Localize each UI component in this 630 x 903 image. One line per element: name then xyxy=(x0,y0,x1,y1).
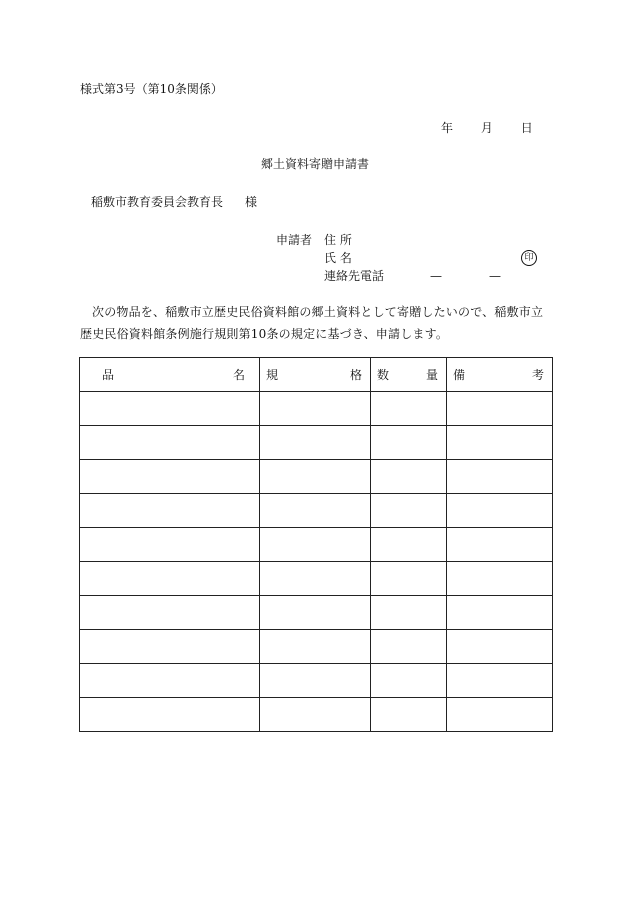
remarks-cell[interactable] xyxy=(447,460,553,494)
address-label xyxy=(324,231,386,249)
remarks-cell[interactable] xyxy=(447,596,553,630)
col-header-spec: 規 格 xyxy=(260,358,371,392)
request-statement: 次の物品を、稲敷市立歴史民俗資料館の郷土資料として寄贈したいので、稲敷市立歴史民俗資料館条例施行規則第10条の規定に基づき、申請します。 xyxy=(80,305,544,341)
name-char-1: 氏 xyxy=(324,251,337,265)
addressee-honorific: 様 xyxy=(245,195,258,209)
quantity-cell[interactable] xyxy=(371,664,447,698)
date-day: 日 xyxy=(520,121,533,135)
quantity-cell[interactable] xyxy=(371,528,447,562)
table-header-row xyxy=(80,358,553,392)
table-row xyxy=(80,664,553,698)
name-char-2: 名 xyxy=(339,251,352,265)
table-row xyxy=(80,630,553,664)
item-name-cell[interactable] xyxy=(80,596,260,630)
date-year: 年 xyxy=(441,121,454,135)
spec-cell[interactable] xyxy=(260,698,371,732)
applicant-name-row xyxy=(276,249,534,267)
item-name-cell[interactable] xyxy=(80,528,260,562)
applicant-block xyxy=(276,231,534,285)
quantity-cell[interactable] xyxy=(371,596,447,630)
spec-cell[interactable] xyxy=(260,562,371,596)
item-name-cell[interactable] xyxy=(80,460,260,494)
table-row xyxy=(80,392,553,426)
quantity-cell[interactable] xyxy=(371,392,447,426)
form-number: 様式第3号（第10条関係） xyxy=(80,82,223,96)
date-month: 月 xyxy=(480,121,493,135)
seal-mark: 印 xyxy=(521,250,537,266)
quantity-cell[interactable] xyxy=(371,630,447,664)
quantity-cell[interactable] xyxy=(371,494,447,528)
spec-cell[interactable] xyxy=(260,596,371,630)
item-name-cell[interactable] xyxy=(80,392,260,426)
item-name-cell[interactable] xyxy=(80,630,260,664)
remarks-cell[interactable] xyxy=(447,494,553,528)
remarks-cell[interactable] xyxy=(447,562,553,596)
item-name-cell[interactable] xyxy=(80,426,260,460)
remarks-cell[interactable] xyxy=(447,528,553,562)
spec-cell[interactable] xyxy=(260,664,371,698)
remarks-cell[interactable] xyxy=(447,392,553,426)
table-row xyxy=(80,698,553,732)
remarks-cell[interactable] xyxy=(447,698,553,732)
date-line xyxy=(441,119,533,136)
quantity-cell[interactable] xyxy=(371,426,447,460)
addressee-name: 稲敷市教育委員会教育長 xyxy=(91,195,224,209)
item-name-cell[interactable] xyxy=(80,562,260,596)
spec-cell[interactable] xyxy=(260,460,371,494)
item-name-cell[interactable] xyxy=(80,664,260,698)
addressee xyxy=(91,193,257,210)
phone-dash-2: — xyxy=(489,269,502,283)
spec-cell[interactable] xyxy=(260,392,371,426)
col-header-remarks: 備 考 xyxy=(447,358,553,392)
address-char-2: 所 xyxy=(339,233,352,247)
document-title: 郷土資料寄贈申請書 xyxy=(260,157,369,171)
table-row xyxy=(80,494,553,528)
applicant-label: 申請者 xyxy=(276,233,313,247)
remarks-cell[interactable] xyxy=(447,426,553,460)
table-row xyxy=(80,528,553,562)
table-row xyxy=(80,460,553,494)
applicant-phone-row xyxy=(276,267,501,285)
spec-cell[interactable] xyxy=(260,426,371,460)
remarks-cell[interactable] xyxy=(447,630,553,664)
quantity-cell[interactable] xyxy=(371,562,447,596)
quantity-cell[interactable] xyxy=(371,460,447,494)
donation-items-table xyxy=(79,357,553,732)
item-name-cell[interactable] xyxy=(80,494,260,528)
table-row xyxy=(80,596,553,630)
quantity-cell[interactable] xyxy=(371,698,447,732)
remarks-cell[interactable] xyxy=(447,664,553,698)
spec-cell[interactable] xyxy=(260,630,371,664)
name-label xyxy=(324,249,386,267)
phone-dash-1: — xyxy=(430,269,443,283)
applicant-address-row xyxy=(276,231,501,249)
phone-label: 連絡先電話 xyxy=(324,269,385,283)
spec-cell[interactable] xyxy=(260,494,371,528)
spec-cell[interactable] xyxy=(260,528,371,562)
col-header-item-name: 品 名 xyxy=(80,358,260,392)
item-name-cell[interactable] xyxy=(80,698,260,732)
table-row xyxy=(80,426,553,460)
table-row xyxy=(80,562,553,596)
col-header-quantity: 数 量 xyxy=(371,358,447,392)
address-char-1: 住 xyxy=(324,233,337,247)
